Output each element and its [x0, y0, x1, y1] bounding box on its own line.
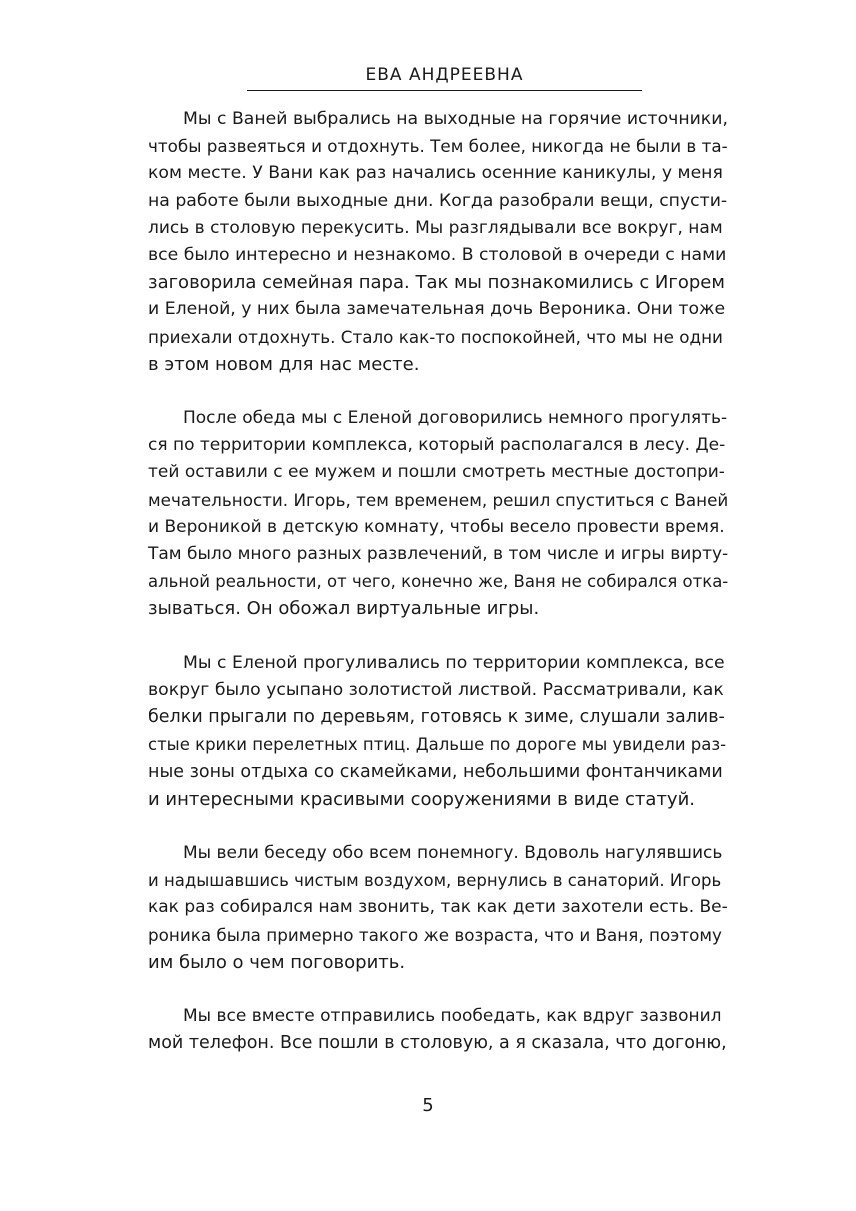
paragraph-2: [148, 405, 728, 623]
text-line: заговорила семейная пара. Так мы познакомились с Игорем: [148, 272, 725, 294]
text-line: Мы с Еленой прогуливались по территории комплекса, все: [183, 652, 725, 673]
paragraph-gap: [148, 378, 728, 405]
text-line: зываться. Он обожал виртуальные игры.: [148, 598, 540, 620]
text-line: После обеда мы с Еленой договорились немного прогулять-: [183, 408, 728, 429]
text-line: ком месте. У Вани как раз начались осенние каникулы, у меня: [148, 163, 723, 184]
text-line: Мы вели беседу обо всем понемногу. Вдоволь нагулявшись: [183, 843, 723, 864]
text-line: Мы все вместе отправились пообедать, как вдруг зазвонил: [183, 1006, 722, 1027]
text-line: мечательности. Игорь, тем временем, решил спуститься с Ваней: [148, 489, 729, 510]
text-line: им было о чем поговорить.: [148, 951, 406, 973]
text-line: роника была примерно такого же возраста, что и Ваня, поэтому: [148, 924, 722, 945]
paragraph-gap: [148, 623, 728, 650]
running-head: ЕВА АНДРЕЕВНА: [365, 65, 524, 85]
page-number: 5: [422, 1095, 434, 1116]
paragraph-3: [148, 650, 728, 813]
paragraph-5: [148, 1003, 728, 1057]
text-line: как раз собирался нам звонить, так как дети захотели есть. Ве-: [148, 897, 728, 918]
paragraph-1: [148, 106, 728, 378]
text-line: белки прыгали по деревьям, готовясь к зиме, слушали залив-: [148, 707, 725, 728]
paragraph-4: [148, 840, 728, 976]
text-line: тей оставили с ее мужем и пошли смотреть местные достопри-: [148, 462, 725, 483]
text-line: в этом новом для нас месте.: [148, 353, 420, 375]
text-line: лись в столовую перекусить. Мы разглядывали все вокруг, нам: [148, 217, 723, 238]
text-line: мой телефон. Все пошли в столовую, а я сказала, что догоню,: [148, 1033, 727, 1054]
text-line: Там было много разных развлечений, в том числе и игры вирту-: [148, 544, 729, 564]
header-rule: [247, 90, 642, 91]
text-line: ся по территории комплекса, который располагался в лесу. Де-: [148, 435, 726, 456]
text-line: приехали отдохнуть. Стало как-то поспокойней, что мы не одни: [148, 326, 723, 347]
text-line: вокруг было усыпано золотистой листвой. Рассматривали, как: [148, 679, 724, 700]
paragraph-gap: [148, 976, 728, 1003]
text-line: и Еленой, у них была замечательная дочь Вероника. Они тоже: [148, 299, 726, 320]
paragraph-gap: [148, 813, 728, 840]
body-text: [148, 106, 728, 1058]
text-line: все было интересно и незнакомо. В столовой в очереди с нами: [148, 244, 727, 265]
text-line: стые крики перелетных птиц. Дальше по дороге мы увидели раз-: [148, 735, 727, 755]
text-line: альной реальности, от чего, конечно же, Ваня не собирался отка-: [148, 572, 729, 592]
text-line: чтобы развеяться и отдохнуть. Тем более, никогда не были в та-: [148, 136, 728, 157]
text-line: ные зоны отдыха со скамейками, небольшими фонтанчиками: [148, 761, 723, 782]
text-line: Мы с Ваней выбрались на выходные на горячие источники,: [183, 109, 728, 129]
text-line: на работе были выходные дни. Когда разобрали вещи, спусти-: [148, 190, 728, 211]
text-line: и надышавшись чистым воздухом, вернулись в санаторий. Игорь: [148, 871, 722, 891]
text-line: и интересными красивыми сооружениями в виде статуй.: [148, 788, 695, 810]
text-line: и Вероникой в детскую комнату, чтобы весело провести время.: [148, 516, 725, 537]
